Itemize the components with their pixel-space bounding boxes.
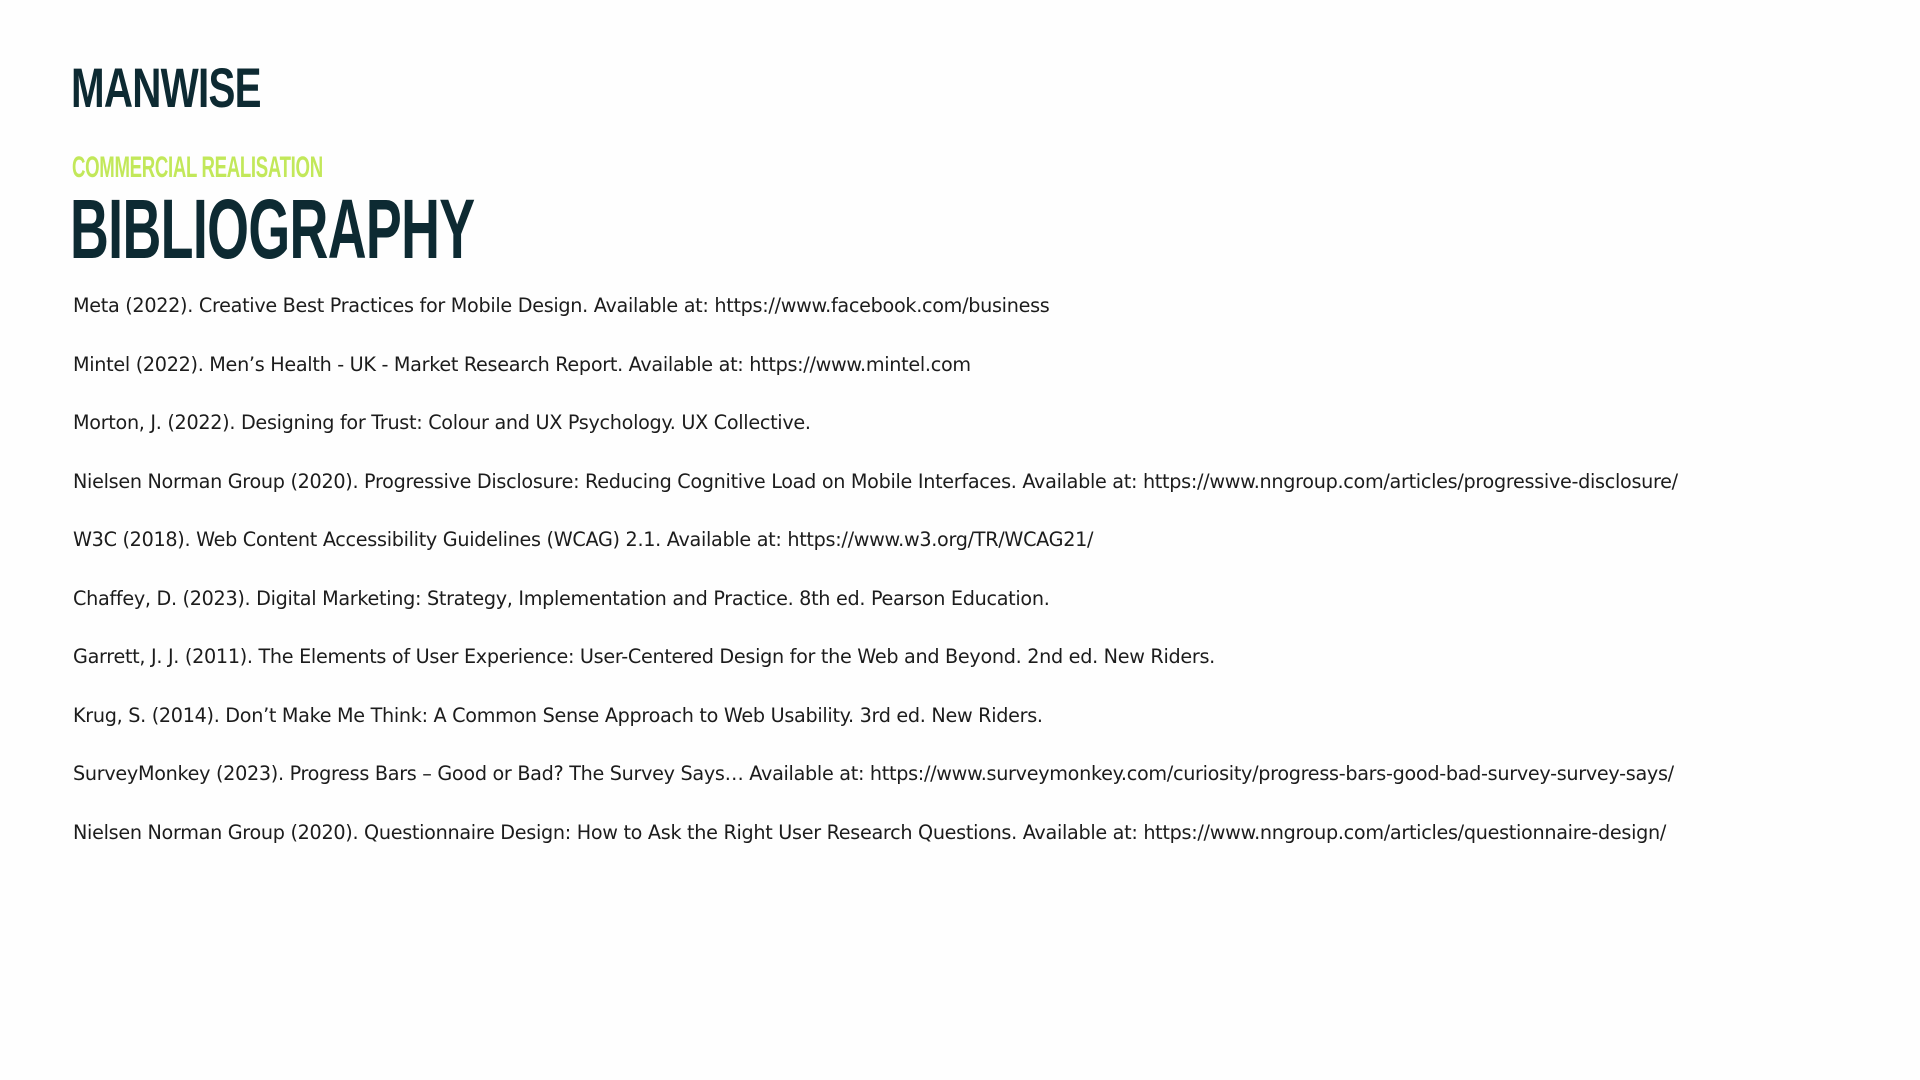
page-title: BIBLIOGRAPHY [70,182,475,276]
section-label: COMMERCIAL REALISATION [72,151,323,184]
reference-item: Mintel (2022). Men’s Health - UK - Market Research Report. Available at: https://www.mintel.com [73,352,971,376]
reference-item: Nielsen Norman Group (2020). Progressive Disclosure: Reducing Cognitive Load on Mobile Interfaces. Available at: https://www.nngroup.com/articles/progressive-disclosure/ [73,469,1678,493]
reference-item: Garrett, J. J. (2011). The Elements of User Experience: User-Centered Design for the Web and Beyond. 2nd ed. New Riders. [73,645,1215,668]
reference-item: Krug, S. (2014). Don’t Make Me Think: A Common Sense Approach to Web Usability. 3rd ed. New Riders. [73,703,1043,727]
reference-item: Meta (2022). Creative Best Practices for Mobile Design. Available at: https://www.facebook.com/business [73,294,1050,317]
reference-item: Morton, J. (2022). Designing for Trust: Colour and UX Psychology. UX Collective. [73,411,811,434]
reference-item: W3C (2018). Web Content Accessibility Guidelines (WCAG) 2.1. Available at: https://www.w3.org/TR/WCAG21/ [73,528,1094,551]
reference-item: SurveyMonkey (2023). Progress Bars – Good or Bad? The Survey Says… Available at: https://www.surveymonkey.com/curiosity/progress-bars-good-bad-survey-survey-says/ [73,762,1674,785]
brand-logo: MANWISE [71,56,261,119]
reference-list [73,290,1678,875]
reference-item: Chaffey, D. (2023). Digital Marketing: Strategy, Implementation and Practice. 8th ed. Pearson Education. [73,586,1050,610]
reference-item: Nielsen Norman Group (2020). Questionnaire Design: How to Ask the Right User Research Questions. Available at: https://www.nngroup.com/articles/questionnaire-design/ [73,820,1667,844]
